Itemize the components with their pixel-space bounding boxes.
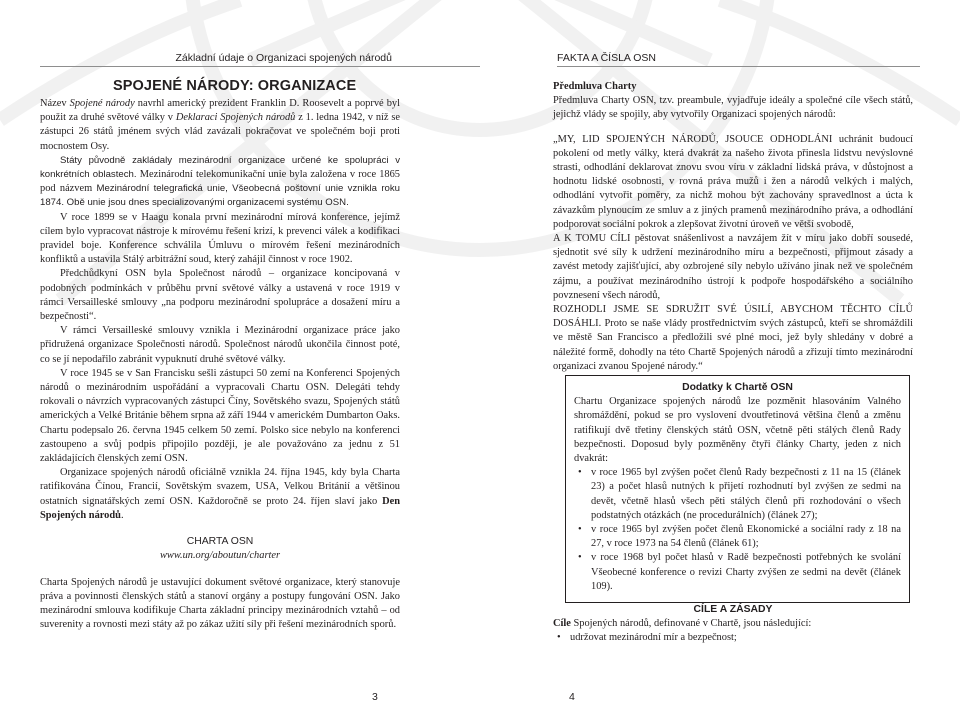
amendments-box bbox=[565, 375, 910, 603]
paragraph: Cíle Spojených národů, definované v Chartě, jsou následující: bbox=[553, 618, 812, 630]
running-header: Základní údaje o Organizaci spojených národů bbox=[175, 52, 392, 64]
list-item: • udržovat mezinárodní mír a bezpečnost; bbox=[553, 631, 913, 645]
preamble-quote: „MY, LID SPOJENÝCH NÁRODŮ, JSOUCE ODHODLÁNI uchránit budoucí pokolení od metly války, která dvakrát za našeho života přinesla lidstvu nevýslovné strasti, odhodlání deklarovat znovu svou víru v základní lidská práva, v důstojnost a hodnotu lidské osobnosti, v rovná práva mužů i žen a národů velkých i malých, odhodlání vytvořit poměry, za nichž mohou být zachovány spravedlnost a úcta k závazkům plynoucím ze smluv a z jiných pramenů mezinárodního práva, a odhodlání podporovat sociální pokrok a zlepšovat životní úroveň ve větší svobodě, bbox=[553, 133, 913, 230]
paragraph: Státy původně zakládaly mezinárodní organizace určené ke spolupráci v konkrétních oblastech. Mezinárodní telekomunikační unie byla založena v roce 1865 pod názvem Mezinárodní telegrafická unie, Všeobecná poštovní unie vznikla roku 1874. Obě unie jsou dnes specializovanými organizacemi systému OSN. bbox=[40, 154, 400, 209]
paragraph: Název Spojené národy navrhl americký prezident Franklin D. Roosevelt a poprvé byl použit za druhé světové války v Deklaraci Spojených národů z 1. ledna 1942, v níž se zástupci 26 států jménem svých vlád zavázali pokračovat ve společném boji proti mocnostem Osy. bbox=[40, 98, 401, 152]
goals-section bbox=[553, 603, 913, 646]
paragraph: V roce 1945 se v San Francisku sešli zástupci 50 zemí na Konferenci Spojených národů o mezinárodním uspořádání a vypracovali Chartu OSN. Delegáti tehdy rokovali o návrzích vypracovaných zástupci Číny, Sovětského svazu, Spojených států amerických a Velké Británie během srpna až září 1944 v americkém Dumbarton Oaks. Chartu podepsalo 26. června 1945 celkem 50 zemí. Polsko sice nebylo na konferenci zastoupeno a svůj podpis připojilo později, je ale považováno za jednu z 51 zakládajících členských zemí OSN. bbox=[40, 367, 400, 465]
section-title: SPOJENÉ NÁRODY: ORGANIZACE bbox=[113, 78, 357, 94]
paragraph: Předmluva Charty OSN, tzv. preambule, vyjadřuje ideály a společné cíle všech států, jejichž vlády se spojily, aby vytvořily Organizaci spojených národů: bbox=[553, 95, 913, 121]
charta-url[interactable]: www.un.org/aboutun/charter bbox=[159, 550, 281, 562]
charta-heading-block bbox=[40, 535, 400, 563]
header-rule bbox=[40, 66, 480, 67]
paragraph: Chartu Organizace spojených národů lze pozměnit hlasováním Valného shromáždění, pokud se pro vyslovení dvoutřetinová většina členů a změnu ratifikují dvě třetiny členských států OSN, včetně pěti stálých členů Rady bezpečnosti. Doposud byly pozměněny čtyři články Charty, jeden z nich dvakrát: bbox=[574, 396, 901, 465]
preamble-section bbox=[553, 80, 913, 374]
main-text-column bbox=[40, 97, 400, 632]
header-rule bbox=[557, 66, 920, 67]
paragraph: Charta Spojených národů je ustavující dokument světové organizace, který stanovuje práva a povinnosti členských států a stanoví orgány a postupy fungování OSN. Jako mezinárodní smlouva kodifikuje Charta základní principy mezinárodních vztahů – od suverenity a rovnosti mezi státy až po zákaz užití síly při řešení mezinárodních sporů. bbox=[40, 576, 400, 631]
goals-title: CÍLE A ZÁSADY bbox=[693, 604, 773, 615]
page-number: 3 bbox=[372, 691, 378, 703]
preamble-quote: ROZHODLI JSME SE SDRUŽIT SVÉ ÚSILÍ, ABYCHOM TĚCHTO CÍLŮ DOSÁHLI. Proto se naše vlády prostřednictvím svých zástupců, kteří se shromáždili ve městě San Francisco a předložili své plné moci, jež byly shledány v dobré a náležité formě, dohodly na této Chartě Spojených národů a zřizují tímto mezinárodní organizaci zvanou Spojené národy.“ bbox=[553, 304, 913, 372]
list-item: • v roce 1968 byl počet hlasů v Radě bezpečnosti potřebných ke svolání Všeobecné konference o revizi Charty zvýšen ze sedmi na devět (článek 109). bbox=[574, 551, 901, 594]
list-item: • v roce 1965 byl zvýšen počet členů Rady bezpečnosti z 11 na 15 (článek 23) a počet hlasů nutných k přijetí rozhodnutí byl zvýšen ze sedmi na devět, včetně hlasů všech pěti stálých členů při rozhodování o všech podstatných otázkách (ne procedurálních) (článek 27); bbox=[574, 466, 901, 523]
paragraph: V roce 1899 se v Haagu konala první mezinárodní mírová konference, jejímž cílem bylo vypracovat nástroje k mírovému řešení krizí, k prevenci válek a kodifikaci pravidel boje. Konference schválila Úmluvu o mírovém řešení mezinárodních konfliktů a ustavila Stálý arbitrážní soud, který zahájil činnost v roce 1902. bbox=[40, 211, 400, 266]
preamble-quote: A K TOMU CÍLI pěstovat snášenlivost a navzájem žít v míru jako dobří sousedé, sjednotit své síly k udržení mezinárodního míru a bezpečnosti, přijmout zásady a zavést metody zajišťující, aby ozbrojené síly nebylo užíváno jinak než ve společném zájmu, a používat mezinárodního ústrojí k podpoře hospodářského a sociálního povznesení všech národů, bbox=[553, 233, 913, 301]
paragraph: Předchůdkyní OSN byla Společnost národů – organizace koncipovaná v podobných podmínkách v průběhu první světové války a ustavená v roce 1919 v rámci Versailleské smlouvy „na podporu mezinárodní spolupráce a dosažení míru a bezpečnosti“. bbox=[40, 268, 400, 323]
box-title: Dodatky k Chartě OSN bbox=[682, 382, 793, 393]
page-number: 4 bbox=[569, 691, 575, 703]
paragraph: Organizace spojených národů oficiálně vznikla 24. října 1945, kdy byla Charta ratifikována Čínou, Francií, Sovětským svazem, USA, Velkou Británií a většinou ostatních signatářských zemí OSN. Každoročně se proto 24. říjen slaví jako Den Spojených národů. bbox=[40, 467, 400, 521]
amendments-list bbox=[574, 466, 901, 594]
list-item: • v roce 1965 byl zvýšen počet členů Ekonomické a sociální rady z 18 na 27, v roce 1973 na 54 členů (článek 61); bbox=[574, 523, 901, 551]
charta-title: CHARTA OSN bbox=[186, 536, 254, 548]
right-page bbox=[480, 0, 960, 705]
running-header: FAKTA A ČÍSLA OSN bbox=[557, 52, 657, 64]
paragraph: V rámci Versailleské smlouvy vznikla i Mezinárodní organizace práce jako přidružená organizace Společnosti národů. Společnost národů ukončila činnost poté, co se jí nepodařilo zabránit vypuknutí druhé světové války. bbox=[40, 325, 400, 365]
goals-list bbox=[553, 631, 913, 645]
preamble-title: Předmluva Charty bbox=[553, 81, 637, 92]
